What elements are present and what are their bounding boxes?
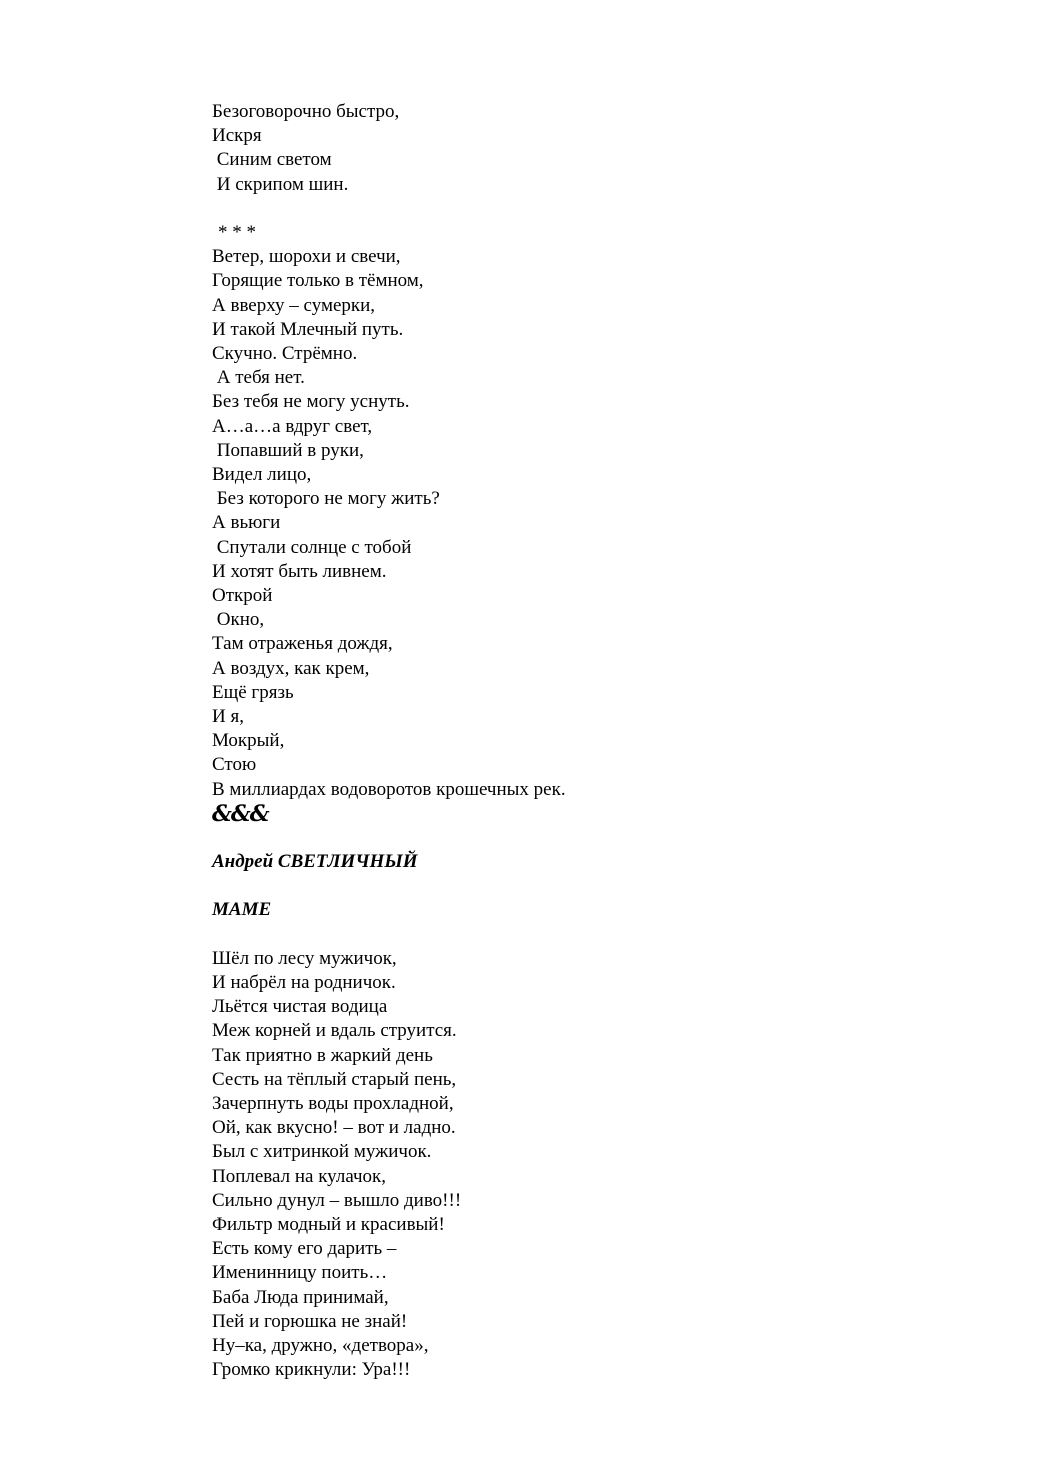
blank-line	[212, 923, 992, 947]
poem-line: Без тебя не могу уснуть.	[212, 391, 410, 413]
poem-line: Ветер, шорохи и свечи,	[212, 246, 401, 268]
poem-line: Безоговорочно быстро,	[212, 101, 400, 122]
poem-line: Так приятно в жаркий день	[212, 1044, 433, 1066]
poem-line: А…а…а вдруг свет,	[212, 415, 373, 437]
blank-line	[212, 874, 992, 898]
poem-line: А вьюги	[212, 512, 281, 534]
poem-line: Фильтр модный и красивый!	[212, 1214, 445, 1236]
poem-line: Сильно дунул – вышло диво!!!	[212, 1189, 462, 1211]
document-page	[212, 100, 992, 1383]
poem-title: МАМЕ	[212, 899, 272, 921]
poem-line: Ещё грязь	[212, 681, 294, 703]
author-name: Андрей СВЕТЛИЧНЫЙ	[212, 851, 418, 873]
poem-line: Скучно. Стрёмно.	[212, 343, 358, 365]
poem-line: Спутали солнце с тобой	[212, 536, 412, 558]
poem-line: И такой Млечный путь.	[212, 318, 404, 340]
poem-line: Шёл по лесу мужичок,	[212, 947, 397, 969]
poem-line: Именинницу поить…	[212, 1262, 388, 1284]
poem-line: Синим светом	[212, 149, 332, 171]
poem-line: Открой	[212, 585, 273, 607]
poem-line: Мокрый,	[212, 730, 285, 752]
asterisk-separator: * * *	[218, 222, 256, 243]
poem-line: Видел лицо,	[212, 464, 312, 486]
poem-line: Стою	[212, 754, 257, 776]
poem-line: Зачерпнуть воды прохладной,	[212, 1093, 454, 1115]
poem-ending	[212, 100, 992, 197]
poem-line: И хотят быть ливнем.	[212, 560, 387, 582]
poem-line: Ой, как вкусно! – вот и ладно.	[212, 1117, 456, 1139]
poem-line: А тебя нет.	[212, 367, 305, 389]
poem-line: И скрипом шин.	[212, 173, 349, 195]
poem-line: Громко крикнули: Ура!!!	[212, 1359, 411, 1381]
poem-line: Искря	[212, 125, 262, 147]
poem-body	[212, 947, 992, 1383]
poem-line: И я,	[212, 706, 244, 728]
poem-line: Попавший в руки,	[212, 439, 364, 461]
poem-line: И набрёл на родничок.	[212, 972, 396, 994]
blank-line	[212, 197, 992, 221]
poem-line: Баба Люда принимай,	[212, 1286, 389, 1308]
blank-line	[212, 826, 992, 850]
poem-line: Без которого не могу жить?	[212, 488, 440, 510]
poem-line: Меж корней и вдаль струится.	[212, 1020, 457, 1042]
poem-line: В миллиардах водоворотов крошечных рек.	[212, 778, 566, 800]
poem-line: Льётся чистая водица	[212, 996, 388, 1018]
poem-body	[212, 245, 992, 802]
poem-line: Сесть на тёплый старый пень,	[212, 1068, 457, 1090]
poem-line: Там отраженья дождя,	[212, 633, 393, 655]
poem-line: Окно,	[212, 609, 265, 631]
poem-line: Горящие только в тёмном,	[212, 270, 424, 292]
poem-line: Пей и горюшка не знай!	[212, 1310, 408, 1332]
poem-line: Есть кому его дарить –	[212, 1238, 397, 1260]
ornament-separator: &&&	[212, 800, 269, 827]
poem-line: А вверху – сумерки,	[212, 294, 376, 316]
poem-line: Был с хитринкой мужичок.	[212, 1141, 432, 1163]
poem-line: Поплевал на кулачок,	[212, 1165, 387, 1187]
poem-line: А воздух, как крем,	[212, 657, 370, 679]
poem-line: Ну–ка, дружно, «детвора»,	[212, 1335, 429, 1357]
